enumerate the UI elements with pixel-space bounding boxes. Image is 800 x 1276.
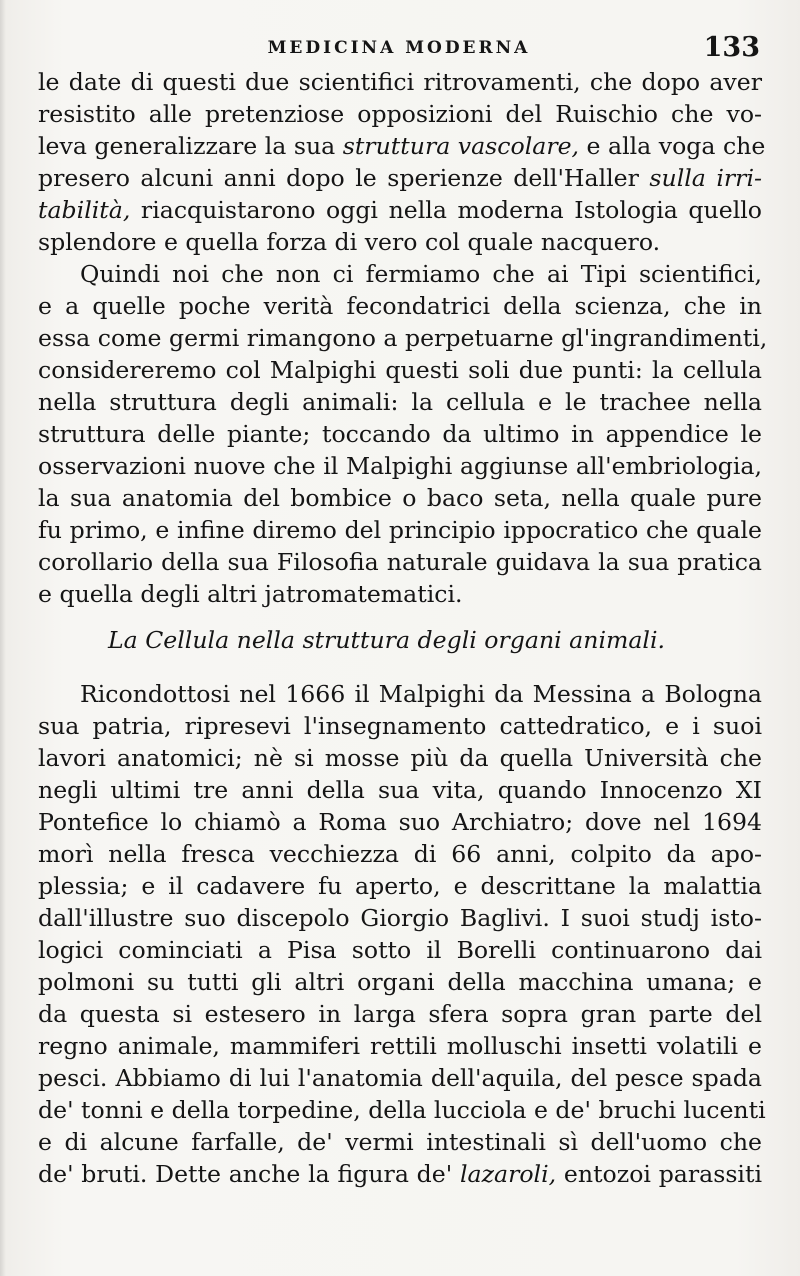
text-line: e quella degli altri jatromatematici.	[38, 580, 463, 608]
text-line: resistito alle pretenziose opposizioni del Ruischio che vo-	[38, 100, 762, 128]
text-line: fu primo, e infine diremo del principio ippocratico che quale	[38, 516, 762, 544]
text-line: sua patria, ripresevi l'insegnamento cattedratico, e i suoi	[38, 712, 762, 740]
text-line: osservazioni nuove che il Malpighi aggiunse all'embriologia,	[38, 452, 762, 480]
text-line: e di alcune farfalle, de' vermi intestinali sì dell'uomo che	[38, 1128, 762, 1156]
running-head	[38, 32, 760, 63]
italic-term: tabilità,	[38, 196, 131, 224]
text-line: la sua anatomia del bombice o baco seta, nella quale pure	[38, 484, 762, 512]
text-line: corollario della sua Filosofia naturale guidava la sua pratica	[38, 548, 762, 576]
running-title: MEDICINA MODERNA	[267, 38, 531, 58]
text-line: essa come germi rimangono a perpetuarne gl'ingrandimenti,	[38, 324, 768, 352]
text-line: lavori anatomici; nè si mosse più da quella Università che	[38, 744, 762, 772]
italic-term: struttura vascolare,	[342, 132, 580, 160]
text-line: de' tonni e della torpedine, della lucciola e de' bruchi lucenti	[38, 1096, 766, 1124]
text-line: Quindi noi che non ci fermiamo che ai Tipi scientifici,	[80, 260, 762, 288]
text-line: logici cominciati a Pisa sotto il Borelli continuarono dai	[38, 936, 762, 964]
text-line: negli ultimi tre anni della sua vita, quando Innocenzo XI	[38, 776, 762, 804]
text-line: tabilità, riacquistarono oggi nella moderna Istologia quello	[38, 196, 762, 224]
text-line: e a quelle poche verità fecondatrici della scienza, che in	[38, 292, 762, 320]
text-line: morì nella fresca vecchiezza di 66 anni, colpito da apo-	[38, 840, 762, 868]
text-line: polmoni su tutti gli altri organi della macchina umana; e	[38, 968, 762, 996]
text-line: struttura delle piante; toccando da ultimo in appendice le	[38, 420, 762, 448]
paragraph-3	[38, 678, 766, 1190]
italic-term: sulla irri-	[649, 164, 762, 192]
text-line: pesci. Abbiamo di lui l'anatomia dell'aquila, del pesce spada	[38, 1064, 762, 1092]
page-number: 133	[703, 32, 760, 63]
paragraph-1	[38, 66, 766, 258]
text-line: le date di questi due scientifici ritrovamenti, che dopo aver	[38, 68, 762, 96]
text-line: presero alcuni anni dopo le sperienze dell'Haller sulla irri-	[38, 164, 762, 192]
text-line: regno animale, mammiferi rettili molluschi insetti volatili e	[38, 1032, 762, 1060]
italic-term: lazaroli,	[459, 1160, 557, 1188]
text-line: Ricondottosi nel 1666 il Malpighi da Messina a Bologna	[80, 680, 762, 708]
text-line: dall'illustre suo discepolo Giorgio Baglivi. I suoi studj isto-	[38, 904, 762, 932]
text-line: de' bruti. Dette anche la figura de' lazaroli, entozoi parassiti	[38, 1160, 763, 1188]
text-line: leva generalizzare la sua struttura vascolare, e alla voga che	[38, 132, 766, 160]
section-spacer	[38, 656, 762, 678]
text-line: plessia; e il cadavere fu aperto, e descrittane la malattia	[38, 872, 762, 900]
text-line: nella struttura degli animali: la cellula e le trachee nella	[38, 388, 762, 416]
page-gutter-shadow	[0, 0, 6, 1276]
text-line: splendore e quella forza di vero col quale nacquero.	[38, 228, 661, 256]
text-line: considereremo col Malpighi questi soli due punti: la cellula	[38, 356, 762, 384]
section-heading: La Cellula nella struttura degli organi animali.	[108, 626, 666, 654]
text-line: da questa si estesero in larga sfera sopra gran parte del	[38, 1000, 762, 1028]
paragraph-2	[38, 258, 768, 610]
body-text	[38, 66, 768, 1190]
text-line: Pontefice lo chiamò a Roma suo Archiatro; dove nel 1694	[38, 808, 762, 836]
